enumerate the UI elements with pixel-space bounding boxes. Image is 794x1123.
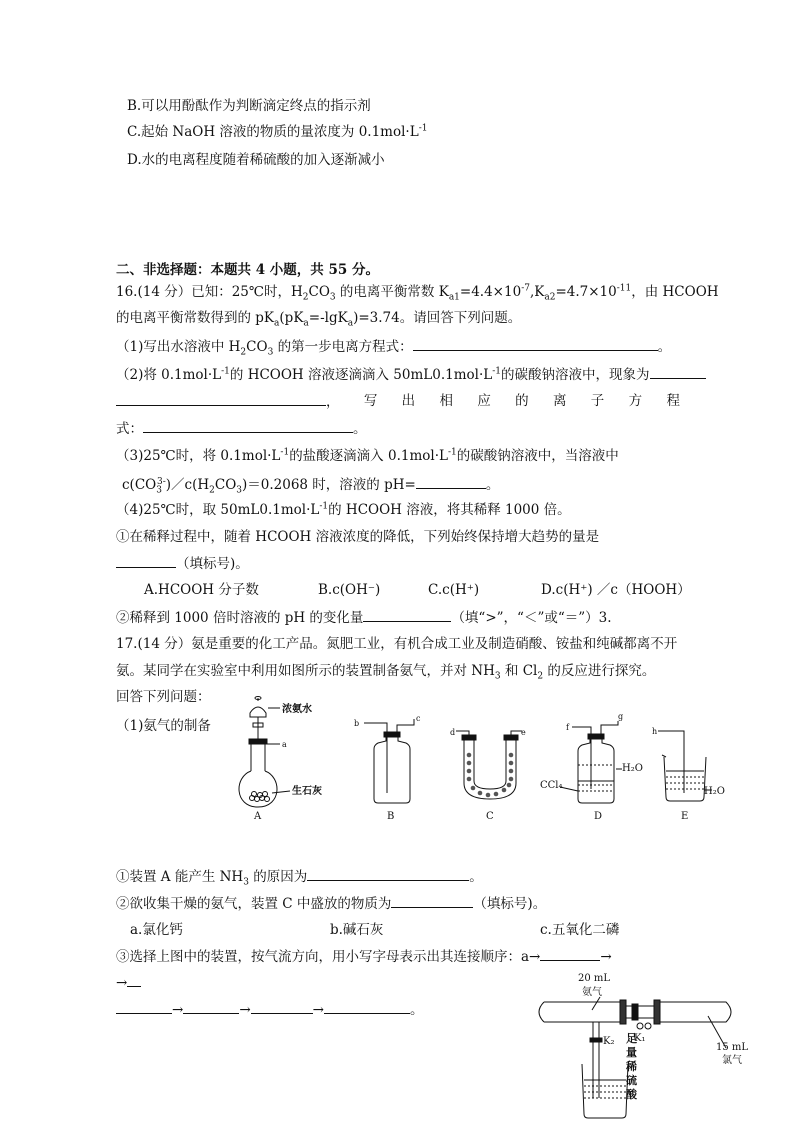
label-h: h — [652, 727, 658, 736]
label-k1: K₁ — [634, 1033, 646, 1044]
q17-part1: （1)氨气的制备 — [116, 718, 211, 734]
label-20ml: 20 mL — [578, 973, 611, 984]
q17-line3: 回答下列问题： — [116, 689, 211, 705]
q16-part3-line2: $c(CO_3^{3-})/c(H_2CO_3)=0.2068$ 时，溶液的 pH= 。 — [122, 474, 499, 495]
answer-blank[interactable] — [251, 999, 313, 1014]
q16-line1: 16.(14 分）已知：25℃时，$H_2CO_3$ 的电离平衡常数 $K_{a1}=4.4\times 10^{-7},K_{a2}=4.7\times 10^{-11}$，由 HCOOH — [116, 283, 719, 303]
label-f: f — [566, 723, 569, 732]
label-ccl4: CCl₄ — [540, 780, 563, 791]
q16-choice-b: B.c(OH⁻) — [318, 582, 381, 598]
option-b: B.可以用酚酞作为判断滴定终点的指示剂 — [127, 98, 371, 114]
q16-part2-line3: 式： 。 — [116, 418, 367, 439]
q17-choice-b: b.碱石灰 — [330, 922, 384, 938]
label-15ml: 15 mL — [716, 1042, 749, 1053]
section-heading: 二、非选择题：本题共 4 小题，共 55 分。 — [116, 262, 379, 278]
q16-choice-c: C.c(H⁺) — [428, 582, 480, 598]
q17-sub3-line3: → → → 。 — [116, 999, 423, 1020]
label-b: b — [354, 719, 360, 728]
reaction-tube-figure — [530, 968, 760, 1123]
q17-choice-c: c.五氧化二磷 — [540, 922, 620, 938]
apparatus-d — [560, 721, 622, 803]
answer-blank[interactable] — [183, 999, 239, 1014]
q16-part2-line2: ， 写 出 相 应 的 离 子 方 程 — [116, 391, 680, 412]
answer-blank[interactable] — [116, 391, 326, 406]
label-a: a — [282, 740, 287, 749]
answer-blank[interactable] — [143, 418, 353, 433]
label-c: c — [416, 714, 421, 723]
label-anqi: 氨气 — [582, 987, 602, 998]
q16-sub2: ②稀释到 1000 倍时溶液的 pH 的变化量 （填“>”，“＜”或“＝”）3. — [116, 607, 612, 628]
label-A: A — [254, 811, 262, 822]
answer-blank[interactable] — [413, 336, 658, 351]
apparatus-figure — [224, 695, 744, 825]
label-B: B — [387, 811, 395, 822]
answer-blank[interactable] — [307, 866, 469, 881]
label-d: d — [450, 728, 456, 737]
q16-part4: （4)25℃时，取 $50mL0.1mol\cdot L^{-1}$的 HCOOH 溶液，将其稀释 1000 倍。 — [116, 501, 571, 518]
q17-sub3-line2: → — [116, 972, 141, 993]
label-e: e — [521, 728, 526, 737]
answer-blank[interactable] — [127, 972, 141, 987]
answer-blank[interactable] — [324, 999, 410, 1014]
q17-line1: 17.(14 分）氨是重要的化工产品。氮肥工业，有机合成工业及制造硝酸、铵盐和纯碱都离不开 — [116, 636, 678, 652]
label-h2o-e: H₂O — [704, 786, 725, 797]
label-acid-3: 稀 — [626, 1060, 637, 1073]
q16-sub1-line2: （填标号)。 — [116, 553, 249, 574]
q16-part3: （3)25℃时，将 $0.1mol\cdot L^{-1}$的盐酸逐滴滴入 $0.1mol\cdot L^{-1}$的碳酸钠溶液中，当溶液中 — [116, 447, 619, 464]
label-acid-2: 量 — [626, 1046, 637, 1059]
answer-blank[interactable] — [650, 364, 706, 379]
label-g: g — [618, 712, 624, 721]
label-D: D — [594, 811, 603, 822]
label-acid-5: 酸 — [626, 1088, 637, 1101]
q16-choice-d: D.c(H⁺) ／c（HOOH） — [541, 582, 691, 598]
label-acid-1: 足 — [626, 1032, 637, 1045]
answer-blank[interactable] — [416, 474, 486, 489]
answer-blank[interactable] — [391, 893, 473, 908]
q17-line2: 氨。某同学在实验室中利用如图所示的装置制备氨气，并对 $NH_3$ 和 $Cl_2$ 的反应进行探究。 — [116, 663, 656, 682]
label-nongan: 浓氨水 — [282, 704, 312, 715]
apparatus-b — [364, 719, 414, 803]
label-lvqi: 氯气 — [722, 1055, 742, 1066]
label-k2: K₂ — [603, 1036, 615, 1047]
answer-blank[interactable] — [540, 946, 600, 961]
answer-blank[interactable] — [116, 999, 172, 1014]
q17-choice-a: a.氯化钙 — [130, 922, 183, 938]
q17-sub1: ①装置 A 能产生 $NH_3$ 的原因为 。 — [116, 866, 483, 887]
q16-sub1: ①在稀释过程中，随着 HCOOH 溶液浓度的降低，下列始终保持增大趋势的量是 — [116, 529, 600, 545]
label-h2o-d: H₂O — [622, 763, 643, 774]
q16-line2: 的电离平衡常数得到的 $pK_a(pK_a=-\lg K_a)=3.74$。请回答下列问题。 — [116, 310, 522, 329]
q16-part2: （2)将 $0.1mol\cdot L^{-1}$的 HCOOH 溶液逐滴滴入 $50mL0.1mol\cdot L^{-1}$的碳酸钠溶液中，现象为 — [116, 364, 706, 385]
option-c: C.起始 NaOH 溶液的物质的量浓度为 $0.1mol\cdot L^{-1}$ — [127, 123, 428, 140]
q17-sub3: ③选择上图中的装置，按气流方向，用小写字母表示出其连接顺序：a→ → — [116, 946, 612, 967]
answer-blank[interactable] — [116, 553, 176, 568]
q16-choice-a: A.HCOOH 分子数 — [144, 582, 259, 598]
label-E: E — [681, 811, 689, 822]
label-acid-4: 硫 — [626, 1074, 637, 1087]
answer-blank[interactable] — [363, 607, 451, 622]
option-d: D.水的电离程度随着稀硫酸的加入逐渐减小 — [127, 152, 385, 168]
label-C: C — [486, 811, 494, 822]
label-shenghui: 生石灰 — [292, 786, 322, 797]
q16-part1: （1)写出水溶液中 $H_2CO_3$ 的第一步电离方程式： 。 — [116, 336, 671, 357]
q17-sub2: ②欲收集干燥的氨气，装置 C 中盛放的物质为 （填标号)。 — [116, 893, 546, 914]
